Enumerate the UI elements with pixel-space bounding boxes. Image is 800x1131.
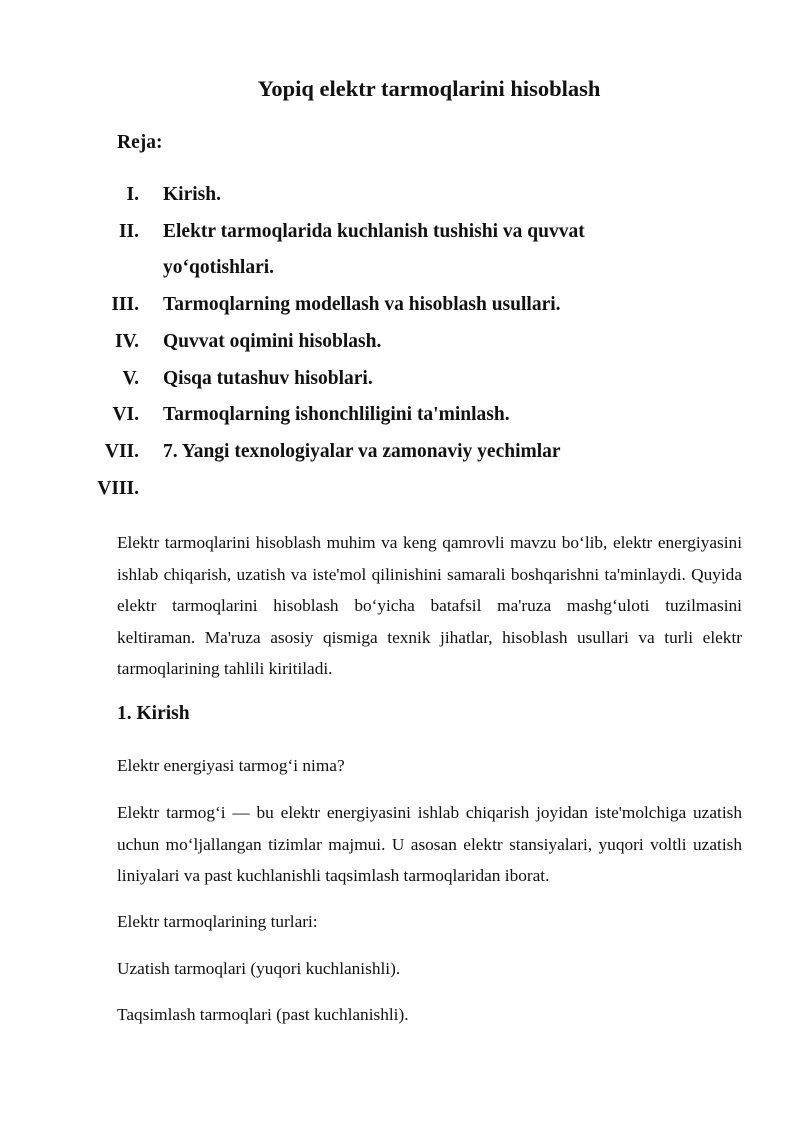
plan-item-text	[163, 471, 643, 508]
plan-item	[0, 434, 800, 471]
plan-item-number: VIII.	[97, 477, 139, 499]
plan-item	[0, 287, 800, 324]
type-item: Uzatish tarmoqlari (yuqori kuchlanishli).	[117, 959, 401, 978]
plan-item-number: I.	[126, 184, 139, 205]
plan-item-text: Tarmoqlarning ishonchliligini ta'minlash.	[163, 404, 510, 426]
plan-label: Reja:	[117, 132, 163, 153]
question-text: Elektr energiyasi tarmog‘i nima?	[117, 756, 345, 775]
plan-item	[0, 397, 800, 434]
plan-list	[0, 177, 800, 507]
plan-item-number: VI.	[112, 404, 139, 426]
plan-item	[0, 471, 800, 508]
plan-item-text: Elektr tarmoqlarida kuchlanish tushishi va quvvat yo‘qotishlari.	[163, 220, 585, 279]
plan-item-number: IV.	[114, 330, 139, 352]
definition-paragraph: Elektr tarmog‘i — bu elektr energiyasini ishlab chiqarish joyidan iste'molchiga uzatish uchun mo‘ljallangan tizimlar majmui. U asosan elektr stansiyalari, yuqori voltli uzatish liniyalari va past kuchlanishli taqsimlash tarmoqlaridan iborat.	[117, 803, 742, 885]
plan-item-number: V.	[122, 367, 139, 389]
plan-item-number: VII.	[104, 440, 139, 462]
plan-item-text: Tarmoqlarning modellash va hisoblash usullari.	[163, 294, 561, 316]
plan-item-text: 7. Yangi texnologiyalar va zamonaviy yechimlar	[163, 440, 561, 462]
plan-item	[0, 177, 800, 214]
plan-item-text: Kirish.	[163, 184, 221, 205]
types-label: Elektr tarmoqlarining turlari:	[117, 912, 318, 931]
document-title: Yopiq elektr tarmoqlarini hisoblash	[257, 76, 601, 101]
plan-item-number: III.	[111, 294, 139, 316]
plan-item	[0, 361, 800, 398]
intro-paragraph: Elektr tarmoqlarini hisoblash muhim va keng qamrovli mavzu bo‘lib, elektr energiyasini ishlab chiqarish, uzatish va iste'mol qilinishini samarali boshqarishni ta'minlaydi. Quyida elektr tarmoqlarini hisoblash bo‘yicha batafsil ma'ruza mashg‘uloti tuzilmasini keltiraman. Ma'ruza asosiy qismiga texnik jihatlar, hisoblash usullari va turli elektr tarmoqlarining tahlili kiritiladi.	[117, 533, 742, 678]
type-item: Taqsimlash tarmoqlari (past kuchlanishli).	[117, 1005, 409, 1024]
plan-item-number: II.	[118, 220, 139, 242]
plan-item-text: Quvvat oqimini hisoblash.	[163, 330, 382, 352]
plan-item	[0, 214, 800, 287]
plan-item-text: Qisqa tutashuv hisoblari.	[163, 367, 373, 389]
section-heading: 1. Kirish	[117, 703, 190, 724]
plan-item	[0, 324, 800, 361]
